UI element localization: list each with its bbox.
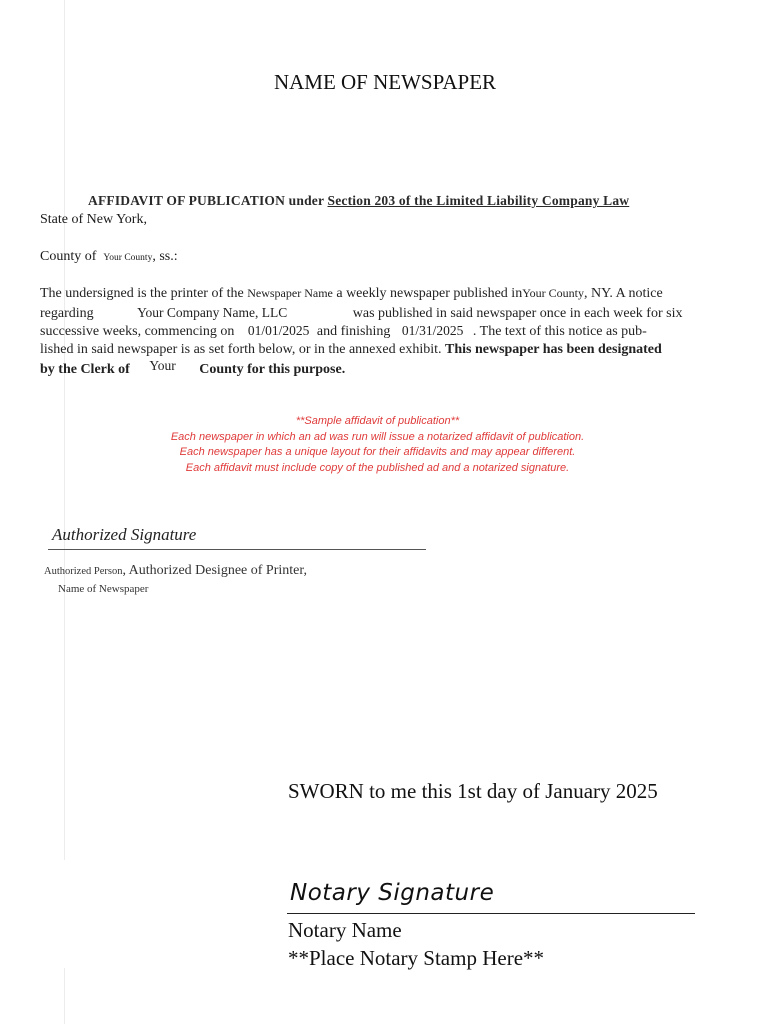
authorized-person: Authorized Person	[44, 566, 123, 577]
county-name-field: Your County	[522, 286, 585, 300]
notary-stamp-placeholder: **Place Notary Stamp Here**	[288, 946, 545, 970]
sworn-statement: SWORN to me this 1st day of January 2025	[288, 779, 658, 803]
authorized-signature-line	[48, 549, 426, 550]
body-text: regarding	[40, 306, 94, 321]
authorized-person-line	[44, 563, 307, 579]
newspaper-title: NAME OF NEWSPAPER	[273, 70, 497, 94]
affidavit-heading	[88, 193, 629, 209]
body-text: and finishing	[316, 324, 391, 339]
body-text: , NY. A notice	[584, 286, 663, 301]
body-text-bold: by the Clerk of	[40, 362, 130, 377]
notice-line-2: Each newspaper in which an ad was run will issue a notarized affidavit of publication.	[170, 430, 585, 443]
scan-margin-line-lower	[64, 968, 65, 1024]
body-line-1	[40, 286, 663, 302]
body-text: successive weeks, commencing on	[40, 324, 235, 339]
heading-section: Section 203 of the Limited Liability Company Law	[327, 193, 630, 208]
state-line: State of New York,	[40, 212, 147, 227]
newspaper-name-field: Newspaper Name	[247, 286, 333, 300]
body-text: a weekly newspaper published in	[336, 286, 523, 301]
county-suffix: , ss.:	[152, 249, 178, 264]
body-text: . The text of this notice as pub-	[472, 324, 647, 339]
notary-signature-line	[287, 913, 695, 914]
body-text-bold: County for this purpose.	[199, 362, 346, 377]
body-line-4	[40, 342, 662, 358]
body-text: The undersigned is the printer of the	[40, 286, 244, 301]
body-text: was published in said newspaper once in each week for six	[352, 306, 683, 321]
notary-name: Notary Name	[288, 918, 402, 942]
body-text: lished in said newspaper is as set forth below, or in the annexed exhibit.	[40, 342, 442, 357]
county-prefix: County of	[40, 249, 97, 264]
body-line-2	[40, 305, 682, 322]
start-date-field: 01/01/2025	[247, 323, 310, 338]
body-text-bold: This newspaper has been designated	[445, 342, 662, 357]
notice-line-1: **Sample affidavit of publication**	[295, 415, 460, 427]
body-line-5	[40, 358, 346, 378]
notice-line-4: Each affidavit must include copy of the published ad and a notarized signature.	[185, 461, 570, 474]
body-line-3	[40, 323, 647, 340]
clerk-county-field: Your	[149, 358, 176, 373]
notice-line-3: Each newspaper has a unique layout for their affidavits and may appear different.	[179, 446, 576, 458]
sample-notice	[0, 414, 755, 476]
notary-signature: Notary Signature	[290, 880, 495, 906]
county-value: Your County	[103, 253, 153, 263]
end-date-field: 01/31/2025	[401, 323, 464, 338]
county-line	[40, 249, 178, 265]
company-name-field: Your Company Name, LLC	[137, 305, 288, 320]
authorized-signature: Authorized Signature	[52, 525, 197, 544]
authorized-designee: , Authorized Designee of Printer,	[122, 563, 307, 578]
heading-prefix: AFFIDAVIT OF PUBLICATION under	[88, 193, 328, 208]
authorized-newspaper-name: Name of Newspaper	[58, 583, 149, 595]
